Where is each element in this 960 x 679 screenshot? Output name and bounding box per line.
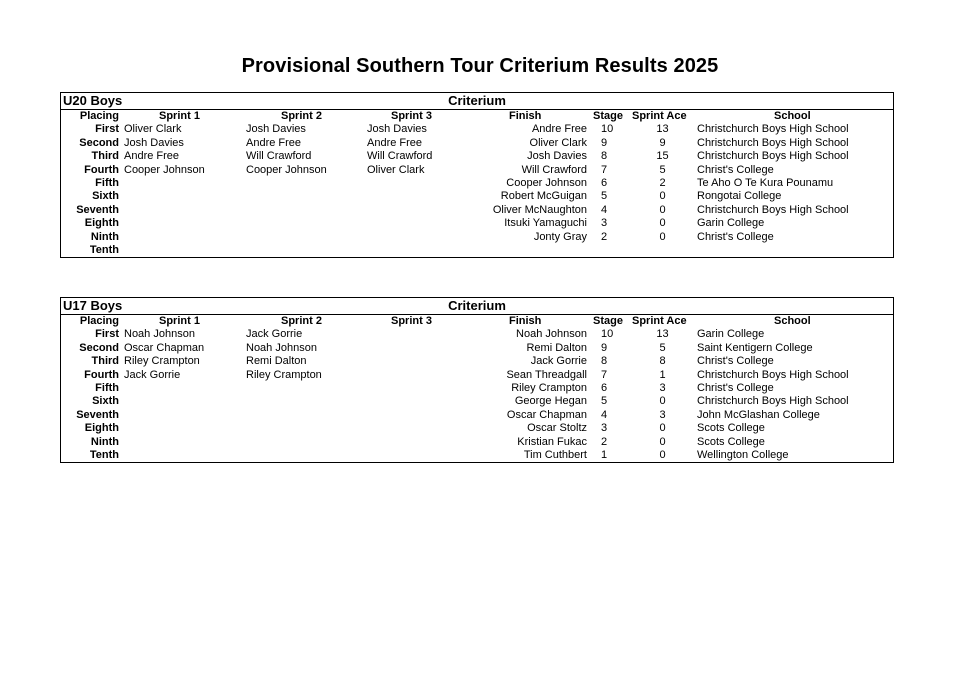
sprint-ace-cell: 3 [659, 381, 666, 394]
sprint3-header: Sprint 3 [391, 110, 432, 122]
stage-cell: 2 [601, 230, 608, 243]
criterium-heading: Criterium [448, 298, 506, 313]
sprint-ace-cell: 0 [659, 435, 666, 448]
table-row [61, 190, 893, 203]
table-row [61, 382, 893, 395]
table-row [61, 355, 893, 368]
sprint-ace-cell: 0 [659, 422, 666, 435]
finish-cell: Riley Crampton [511, 381, 587, 394]
placing-cell: Ninth [90, 230, 119, 243]
placing-cell: Eighth [84, 422, 119, 435]
sprint3-header: Sprint 3 [391, 315, 432, 327]
column-headers [61, 315, 893, 328]
stage-cell: 7 [601, 368, 608, 381]
sprint-ace-cell: 9 [659, 136, 666, 149]
placing-cell: Eighth [84, 217, 119, 230]
table-row [61, 204, 893, 217]
finish-cell: Oscar Chapman [506, 408, 587, 421]
sprint1-cell: Jack Gorrie [124, 368, 181, 381]
sprint-ace-cell: 0 [659, 448, 666, 461]
school-cell: Garin College [697, 328, 765, 341]
sprint2-cell: Will Crawford [246, 150, 312, 163]
school-cell: Christ's College [697, 230, 774, 243]
column-headers [61, 110, 893, 123]
finish-cell: Tim Cuthbert [523, 448, 587, 461]
stage-cell: 8 [601, 355, 608, 368]
sprint1-cell: Cooper Johnson [124, 163, 205, 176]
finish-cell: Oliver Clark [529, 136, 587, 149]
page-title: Provisional Southern Tour Criterium Results 2025 [241, 55, 719, 77]
category-title: U17 Boys [63, 298, 123, 313]
school-cell: Wellington College [697, 448, 789, 461]
sprint-ace-cell: 13 [656, 328, 669, 341]
school-cell: Christchurch Boys High School [697, 136, 849, 149]
finish-cell: Robert McGuigan [500, 190, 587, 203]
sprint3-cell: Oliver Clark [367, 163, 425, 176]
school-cell: Rongotai College [697, 190, 782, 203]
placing-cell: Tenth [89, 243, 119, 256]
school-cell: Christ's College [697, 355, 774, 368]
stage-cell: 3 [601, 217, 608, 230]
school-cell: Garin College [697, 217, 765, 230]
sprint2-cell: Andre Free [246, 136, 302, 149]
finish-cell: Will Crawford [521, 163, 587, 176]
sprint2-header: Sprint 2 [281, 315, 322, 327]
sprint1-cell: Oliver Clark [124, 123, 182, 136]
finish-cell: Kristian Fukac [517, 435, 587, 448]
placing-cell: Third [91, 355, 119, 368]
stage-cell: 2 [601, 435, 608, 448]
sprint-ace-cell: 0 [659, 395, 666, 408]
finish-header: Finish [509, 315, 542, 327]
stage-cell: 4 [601, 203, 608, 216]
stage-cell: 9 [601, 136, 608, 149]
finish-cell: Josh Davies [527, 150, 587, 163]
finish-cell: Jack Gorrie [530, 355, 587, 368]
sprint-ace-header: Sprint Ace [632, 110, 687, 122]
school-cell: Christchurch Boys High School [697, 368, 849, 381]
school-cell: Saint Kentigern College [697, 341, 813, 354]
table-row [61, 164, 893, 177]
finish-cell: Cooper Johnson [506, 176, 587, 189]
placing-cell: Sixth [92, 395, 119, 408]
stage-cell: 6 [601, 176, 608, 189]
finish-cell: Oliver McNaughton [492, 203, 587, 216]
finish-cell: George Hegan [514, 395, 587, 408]
finish-cell: Oscar Stoltz [527, 422, 587, 435]
finish-cell: Noah Johnson [516, 328, 587, 341]
table-header [61, 93, 893, 110]
school-header: School [774, 110, 811, 122]
school-header: School [774, 315, 811, 327]
table-row [61, 123, 893, 136]
school-cell: Scots College [697, 435, 765, 448]
stage-cell: 1 [601, 448, 608, 461]
stage-cell: 5 [601, 395, 608, 408]
finish-cell: Jonty Gray [533, 230, 587, 243]
table-row [61, 217, 893, 230]
stage-cell: 7 [601, 163, 608, 176]
placing-header: Placing [79, 110, 119, 122]
placing-cell: Fourth [84, 368, 119, 381]
sprint1-cell: Riley Crampton [124, 355, 200, 368]
stage-cell: 10 [601, 123, 614, 136]
sprint-ace-cell: 1 [659, 368, 666, 381]
sprint-ace-cell: 0 [659, 230, 666, 243]
sprint3-cell: Josh Davies [367, 123, 427, 136]
u20-results-table [60, 92, 894, 258]
table-row [61, 409, 893, 422]
placing-cell: First [95, 123, 119, 136]
finish-cell: Andre Free [531, 123, 587, 136]
sprint-ace-cell: 5 [659, 163, 666, 176]
results-rows [61, 328, 893, 462]
sprint-ace-cell: 8 [659, 355, 666, 368]
sprint3-cell: Andre Free [367, 136, 423, 149]
stage-cell: 4 [601, 408, 608, 421]
sprint-ace-cell: 2 [659, 176, 666, 189]
sprint3-cell: Will Crawford [367, 150, 433, 163]
sprint2-header: Sprint 2 [281, 110, 322, 122]
placing-header: Placing [79, 315, 119, 327]
finish-cell: Remi Dalton [526, 341, 587, 354]
table-row [61, 422, 893, 435]
table-row [61, 449, 893, 462]
sprint2-cell: Jack Gorrie [246, 328, 303, 341]
stage-header: Stage [593, 315, 623, 327]
sprint2-cell: Cooper Johnson [246, 163, 327, 176]
sprint1-header: Sprint 1 [159, 315, 200, 327]
table-row [61, 177, 893, 190]
placing-cell: Tenth [89, 448, 119, 461]
sprint1-cell: Noah Johnson [124, 328, 195, 341]
finish-header: Finish [509, 110, 542, 122]
school-cell: Christchurch Boys High School [697, 203, 849, 216]
sprint1-cell: Oscar Chapman [124, 341, 205, 354]
table-row [61, 137, 893, 150]
sprint1-header: Sprint 1 [159, 110, 200, 122]
stage-cell: 8 [601, 150, 608, 163]
sprint1-cell: Josh Davies [124, 136, 184, 149]
placing-cell: Fifth [95, 176, 119, 189]
sprint2-cell: Noah Johnson [246, 341, 317, 354]
table-row [61, 231, 893, 244]
sprint-ace-cell: 0 [659, 203, 666, 216]
table-header [61, 298, 893, 315]
table-row [61, 436, 893, 449]
sprint-ace-cell: 0 [659, 190, 666, 203]
sprint-ace-cell: 13 [656, 123, 669, 136]
stage-cell: 9 [601, 341, 608, 354]
category-title: U20 Boys [63, 93, 123, 108]
school-cell: Christchurch Boys High School [697, 123, 849, 136]
table-row [61, 244, 893, 257]
table-row [61, 395, 893, 408]
table-row [61, 369, 893, 382]
school-cell: Te Aho O Te Kura Pounamu [697, 176, 834, 189]
finish-cell: Sean Threadgall [506, 368, 587, 381]
placing-cell: Third [91, 150, 119, 163]
placing-cell: First [95, 328, 119, 341]
sprint2-cell: Riley Crampton [246, 368, 322, 381]
sprint2-cell: Remi Dalton [246, 355, 307, 368]
sprint-ace-cell: 3 [659, 408, 666, 421]
sprint2-cell: Josh Davies [246, 123, 306, 136]
placing-cell: Seventh [76, 408, 119, 421]
finish-cell: Itsuki Yamaguchi [504, 217, 587, 230]
school-cell: Christ's College [697, 381, 774, 394]
stage-header: Stage [593, 110, 623, 122]
table-row [61, 342, 893, 355]
school-cell: Christchurch Boys High School [697, 150, 849, 163]
sprint-ace-cell: 15 [656, 150, 669, 163]
placing-cell: Fourth [84, 163, 119, 176]
table-row [61, 150, 893, 163]
school-cell: Scots College [697, 422, 765, 435]
placing-cell: Sixth [92, 190, 119, 203]
school-cell: Christ's College [697, 163, 774, 176]
placing-cell: Ninth [90, 435, 119, 448]
stage-cell: 10 [601, 328, 614, 341]
stage-cell: 6 [601, 381, 608, 394]
sprint-ace-cell: 5 [659, 341, 666, 354]
stage-cell: 5 [601, 190, 608, 203]
sprint-ace-cell: 0 [659, 217, 666, 230]
school-cell: Christchurch Boys High School [697, 395, 849, 408]
sprint-ace-header: Sprint Ace [632, 315, 687, 327]
placing-cell: Second [79, 341, 119, 354]
stage-cell: 3 [601, 422, 608, 435]
criterium-heading: Criterium [448, 93, 506, 108]
u17-results-table [60, 297, 894, 463]
placing-cell: Second [79, 136, 119, 149]
table-row [61, 328, 893, 341]
placing-cell: Seventh [76, 203, 119, 216]
school-cell: John McGlashan College [697, 408, 820, 421]
results-rows [61, 123, 893, 257]
placing-cell: Fifth [95, 381, 119, 394]
sprint1-cell: Andre Free [124, 150, 180, 163]
